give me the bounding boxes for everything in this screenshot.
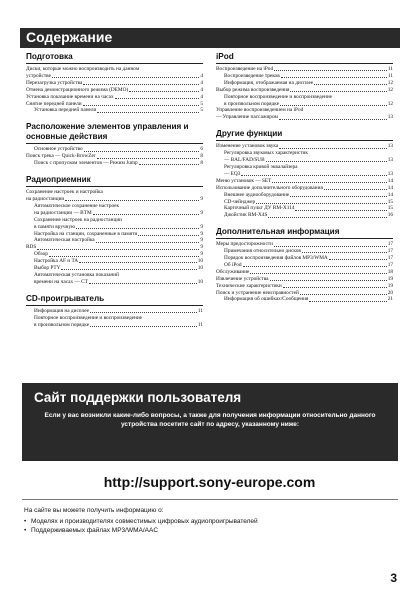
section-title: CD-проигрыватель <box>26 294 203 306</box>
toc-page-number: 12 <box>387 79 393 86</box>
toc-page-number: 12 <box>387 86 393 93</box>
dot-leader <box>89 283 197 284</box>
dot-leader <box>138 235 199 236</box>
toc-entry-text: Установка передней панели <box>34 107 97 114</box>
dot-leader <box>79 262 197 263</box>
toc-page-number: 4 <box>200 79 203 86</box>
section-title: Подготовка <box>26 52 203 64</box>
toc-entry[interactable] <box>26 94 203 101</box>
toc-page-number: 4 <box>200 86 203 93</box>
toc-entry[interactable] <box>216 241 393 248</box>
toc-entry-text: Джойстик RM-X4S <box>224 212 268 219</box>
section-title: Радиоприемник <box>26 175 203 187</box>
dot-leader <box>279 148 386 149</box>
toc-entry[interactable] <box>216 107 393 121</box>
dot-leader <box>324 189 387 190</box>
dot-leader <box>129 91 199 92</box>
toc-list <box>216 143 393 219</box>
toc-page-number: 14 <box>387 184 393 191</box>
toc-page-number: 9 <box>200 230 203 237</box>
toc-entry-text: CD-чейнджер <box>224 198 256 205</box>
toc-page-number: 12 <box>387 100 393 107</box>
dot-leader <box>243 266 387 267</box>
dot-leader <box>90 326 197 327</box>
dot-leader <box>302 252 387 253</box>
toc-entry-text: Внешнее аудиооборудование <box>224 191 290 198</box>
toc-entry-text: Управление воспроизведением на iPod <box>216 107 304 114</box>
page-title: Содержание <box>26 29 113 45</box>
dot-leader <box>61 269 196 270</box>
toc-entry-text: Снятие передней панели <box>26 100 82 107</box>
dot-leader <box>115 98 200 99</box>
dot-leader <box>290 91 386 92</box>
toc-entry-text: Основное устройство <box>34 146 83 153</box>
toc-page-number: 13 <box>387 143 393 150</box>
toc-page-number: 14 <box>387 191 393 198</box>
toc-entry-text: Выбор PTY <box>34 265 61 272</box>
toc-entry-text: Повторное воспроизведение и воспроизведение <box>34 314 143 321</box>
section-title: Дополнительная информация <box>216 227 393 239</box>
toc-page-number: 11 <box>387 72 393 79</box>
toc-entry-text: Сохранение настроек и настройка <box>26 189 103 196</box>
toc-entry[interactable] <box>26 203 203 217</box>
dot-leader <box>76 228 199 229</box>
toc-page-number: 4 <box>200 93 203 100</box>
toc-entry[interactable] <box>26 308 203 315</box>
toc-entry[interactable] <box>26 146 203 153</box>
dot-leader <box>250 273 386 274</box>
toc-entry-text: на радиостанции <box>26 195 65 202</box>
toc-section <box>26 294 203 329</box>
toc-entry-text: Поиск с пропуском элементов — Режим Jump <box>34 160 138 167</box>
toc-page-number: 4 <box>200 72 203 79</box>
dot-leader <box>83 84 199 85</box>
toc-entry[interactable] <box>26 272 203 286</box>
toc-list <box>26 146 203 167</box>
toc-entry-text: в произвольном порядке <box>34 321 90 328</box>
toc-page-number: 6 <box>200 146 203 153</box>
toc-entry-line <box>34 279 203 286</box>
toc-entry-text: Порядок воспроизведения файлов MP3/WMA <box>224 255 328 262</box>
toc-entry-text: RDS <box>26 244 37 251</box>
toc-entry-text: Перезагрузка устройства <box>26 79 83 86</box>
toc-entry-text: Регулировка звуковых характеристик <box>224 150 308 157</box>
section-title: Другие функции <box>216 129 393 141</box>
toc-entry-text: Карточный пульт ДУ RM-X114 <box>224 205 295 212</box>
toc-entry-text: Автоматическая настройка <box>34 237 95 244</box>
toc-entry-text: устройстве <box>26 72 51 79</box>
dot-leader <box>241 175 386 176</box>
toc-page-number: 14 <box>387 177 393 184</box>
toc-entry-line <box>26 196 203 203</box>
toc-entry-line <box>26 73 203 80</box>
toc-entry-text: Настройка AF и TA <box>34 258 79 265</box>
support-info-intro: На сайте вы можете получить информацию о: <box>24 507 164 514</box>
section-title: Расположение элементов управления и основные действия <box>26 122 203 144</box>
list-item <box>24 517 258 526</box>
toc-entry[interactable] <box>216 276 393 283</box>
toc-entry[interactable] <box>216 283 393 290</box>
dot-leader <box>280 105 387 106</box>
toc-entry[interactable] <box>26 265 203 272</box>
toc-entry[interactable] <box>216 185 393 192</box>
toc-entry[interactable] <box>216 248 393 255</box>
toc-page-number: 9 <box>200 251 203 258</box>
toc-entry-text: Об iPod <box>224 261 242 268</box>
toc-page-number: 11 <box>197 307 203 314</box>
support-description: Если у вас возникли какие-либо вопросы, а также для получения информации относительно данного устройства посетите сайт по адресу, указанному ниже: <box>44 412 376 428</box>
dot-leader <box>93 214 200 215</box>
toc-entry[interactable] <box>216 178 393 185</box>
toc-entry-text: Меню установок — SET <box>216 177 272 184</box>
toc-entry[interactable] <box>216 255 393 262</box>
toc-entry[interactable] <box>216 94 393 108</box>
toc-entry-line <box>224 157 393 164</box>
support-banner <box>22 383 398 461</box>
dot-leader <box>274 70 387 71</box>
toc-entry[interactable] <box>216 296 393 303</box>
toc-page-number: 5 <box>200 107 203 114</box>
toc-entry-text: Настройка на станции, сохраненные в памяти <box>34 230 138 237</box>
toc-page-number: 21 <box>387 296 393 303</box>
toc-entry[interactable] <box>216 262 393 269</box>
toc-entry-text: времени на часах — CT <box>34 278 88 285</box>
support-title: Сайт поддержки пользователя <box>34 390 242 405</box>
toc-entry-text: — BAL/FAD/SUB <box>224 157 265 164</box>
toc-entry-line <box>34 322 203 329</box>
toc-entry-text: Обзор <box>34 251 48 258</box>
toc-page-number: 8 <box>200 160 203 167</box>
toc-entry-text: Автоматическое сохранение настроек <box>34 202 120 209</box>
toc-entry-text: Изменение установок звука <box>216 143 279 150</box>
dot-leader <box>309 301 386 302</box>
list-item <box>24 526 258 535</box>
dot-leader <box>274 246 387 247</box>
toc-entry-line <box>224 101 393 108</box>
toc-entry[interactable] <box>26 153 203 160</box>
toc-page-number: 17 <box>387 255 393 262</box>
toc-page-number: 17 <box>387 261 393 268</box>
toc-list <box>216 241 393 303</box>
toc-page-number: 8 <box>200 153 203 160</box>
toc-entry-text: Извлечение устройства <box>216 275 269 282</box>
dot-leader <box>272 182 386 183</box>
toc-section <box>26 122 203 167</box>
toc-page-number: 19 <box>387 275 393 282</box>
toc-entry-text: Использование дополнительного оборудования <box>216 184 323 191</box>
toc-page-number: 11 <box>387 66 393 72</box>
toc-entry[interactable] <box>216 212 393 219</box>
dot-leader <box>83 105 200 106</box>
toc-entry[interactable] <box>26 189 203 203</box>
support-url-link[interactable]: http://support.sony-europe.com <box>103 474 316 490</box>
toc-entry-text: Повторное воспроизведение и воспроизведение <box>224 93 333 100</box>
dot-leader <box>90 312 197 313</box>
toc-entry-line <box>34 224 203 231</box>
toc-entry[interactable] <box>216 192 393 199</box>
toc-entry-text: Сохранение настроек на радиостанции <box>34 216 122 223</box>
toc-page-number: 17 <box>387 248 393 255</box>
toc-page-number: 9 <box>200 195 203 202</box>
toc-entry-text: Примечания относительно дисков <box>224 248 301 255</box>
list-item-text: Поддерживаемых файлах MP3/WMA/AAC <box>31 527 159 534</box>
toc-entry[interactable] <box>216 269 393 276</box>
toc-entry-text: Воспроизведение треков <box>224 72 280 79</box>
toc-page-number: 13 <box>387 114 393 121</box>
dot-leader <box>97 158 200 159</box>
dot-leader <box>268 217 386 218</box>
section-title: iPod <box>216 52 393 64</box>
toc-entry[interactable] <box>216 87 393 94</box>
toc-page-number: 13 <box>387 170 393 177</box>
dot-leader <box>266 161 387 162</box>
toc-page-number: 10 <box>197 258 203 265</box>
toc-entry-text: Информация, отображаемая на дисплее <box>224 79 314 86</box>
dot-leader <box>52 77 199 78</box>
toc-right-column <box>216 52 393 311</box>
page-header-bar <box>20 28 400 48</box>
page-number: 3 <box>390 571 397 585</box>
toc-entry-text: в произвольном порядке <box>224 100 280 107</box>
toc-page-number: 11 <box>197 321 203 328</box>
toc-page-number: 10 <box>197 278 203 285</box>
toc-page-number: 9 <box>200 237 203 244</box>
toc-entry-text: в памяти вручную <box>34 223 76 230</box>
toc-entry-text: Выбор режима воспроизведения <box>216 86 290 93</box>
toc-entry-text: Меры предосторожности <box>216 241 273 248</box>
toc-entry[interactable] <box>26 87 203 94</box>
dot-leader <box>96 242 200 243</box>
toc-entry-text: Технические характеристики <box>216 282 282 289</box>
toc-page-number: 15 <box>387 198 393 205</box>
toc-entry-text: Поиск и устранение неисправностей <box>216 289 299 296</box>
dot-leader <box>256 203 387 204</box>
dot-leader <box>283 287 387 288</box>
dot-leader <box>329 259 387 260</box>
toc-page-number: 17 <box>387 241 393 248</box>
dot-leader <box>65 200 199 201</box>
toc-entry[interactable] <box>26 107 203 114</box>
toc-list <box>216 66 393 121</box>
toc-page-number: 10 <box>197 265 203 272</box>
toc-section <box>216 227 393 303</box>
toc-entry-text: Воспроизведение на iPod <box>216 66 274 72</box>
dot-leader <box>139 164 200 165</box>
toc-entry-text: Диски, которые можно воспроизводить на данном <box>26 66 140 72</box>
toc-page-number: 9 <box>200 209 203 216</box>
toc-page-number: 18 <box>387 268 393 275</box>
toc-entry[interactable] <box>26 258 203 265</box>
toc-entry[interactable] <box>216 73 393 80</box>
dot-leader <box>290 196 386 197</box>
toc-entry-text: — Управление пассажиром <box>216 114 278 121</box>
toc-entry-text: Установка показание времени на часах <box>26 93 114 100</box>
toc-page-number: 9 <box>200 223 203 230</box>
toc-list <box>26 189 203 286</box>
toc-list <box>26 66 203 114</box>
toc-page-number: 13 <box>387 157 393 164</box>
toc-section <box>26 175 203 286</box>
toc-entry[interactable] <box>26 237 203 244</box>
toc-entry[interactable] <box>216 164 393 178</box>
dot-leader <box>37 249 199 250</box>
toc-entry[interactable] <box>26 217 203 231</box>
toc-entry[interactable] <box>26 160 203 167</box>
toc-entry-text: Поиск трека — Quick-BrowZer <box>26 153 96 160</box>
toc-entry-text: Обслуживание <box>216 268 250 275</box>
dot-leader <box>300 294 387 295</box>
dot-leader <box>49 256 199 257</box>
toc-section <box>216 52 393 121</box>
toc-entry[interactable] <box>26 66 203 80</box>
toc-page-number: 9 <box>200 244 203 251</box>
toc-entry[interactable] <box>216 143 393 150</box>
dot-leader <box>84 151 200 152</box>
toc-entry[interactable] <box>216 80 393 87</box>
dot-leader <box>295 210 386 211</box>
toc-list <box>26 308 203 329</box>
toc-entry-text: Информация на дисплее <box>34 307 89 314</box>
toc-section <box>26 52 203 114</box>
list-item-text: Моделях и производителях совместимых цифровых аудиопроигрывателей <box>31 518 258 525</box>
toc-page-number: 16 <box>387 212 393 219</box>
toc-entry-text: Автоматическая установка показаний <box>34 271 119 278</box>
dot-leader <box>270 280 387 281</box>
toc-entry-text: — EQ3 <box>224 170 241 177</box>
toc-section <box>216 129 393 219</box>
toc-entry[interactable] <box>26 244 203 251</box>
toc-entry-line <box>224 171 393 178</box>
dot-leader <box>97 112 199 113</box>
toc-page-number: 19 <box>387 282 393 289</box>
toc-page-number: 5 <box>200 100 203 107</box>
toc-entry-text: Регулировка кривой эквалайзера <box>224 163 298 170</box>
toc-page-number: 15 <box>387 205 393 212</box>
toc-entry[interactable] <box>216 66 393 73</box>
toc-entry-text: на радиостанции — BTM <box>34 209 92 216</box>
dot-leader <box>281 77 387 78</box>
dot-leader <box>279 119 387 120</box>
toc-left-column <box>26 52 203 336</box>
toc-page-number: 20 <box>387 289 393 296</box>
toc-entry[interactable] <box>26 315 203 329</box>
toc-entry[interactable] <box>26 80 203 87</box>
dot-leader <box>314 84 386 85</box>
divider <box>22 499 398 500</box>
toc-entry-text: Информация об ошибках/Сообщения <box>224 296 309 303</box>
support-info-list <box>24 517 258 535</box>
toc-entry-text: Отмена демонстрационного режима (DEMO) <box>26 86 129 93</box>
toc-entry-line <box>34 210 203 217</box>
toc-entry-line <box>216 114 393 121</box>
toc-entry[interactable] <box>216 150 393 164</box>
